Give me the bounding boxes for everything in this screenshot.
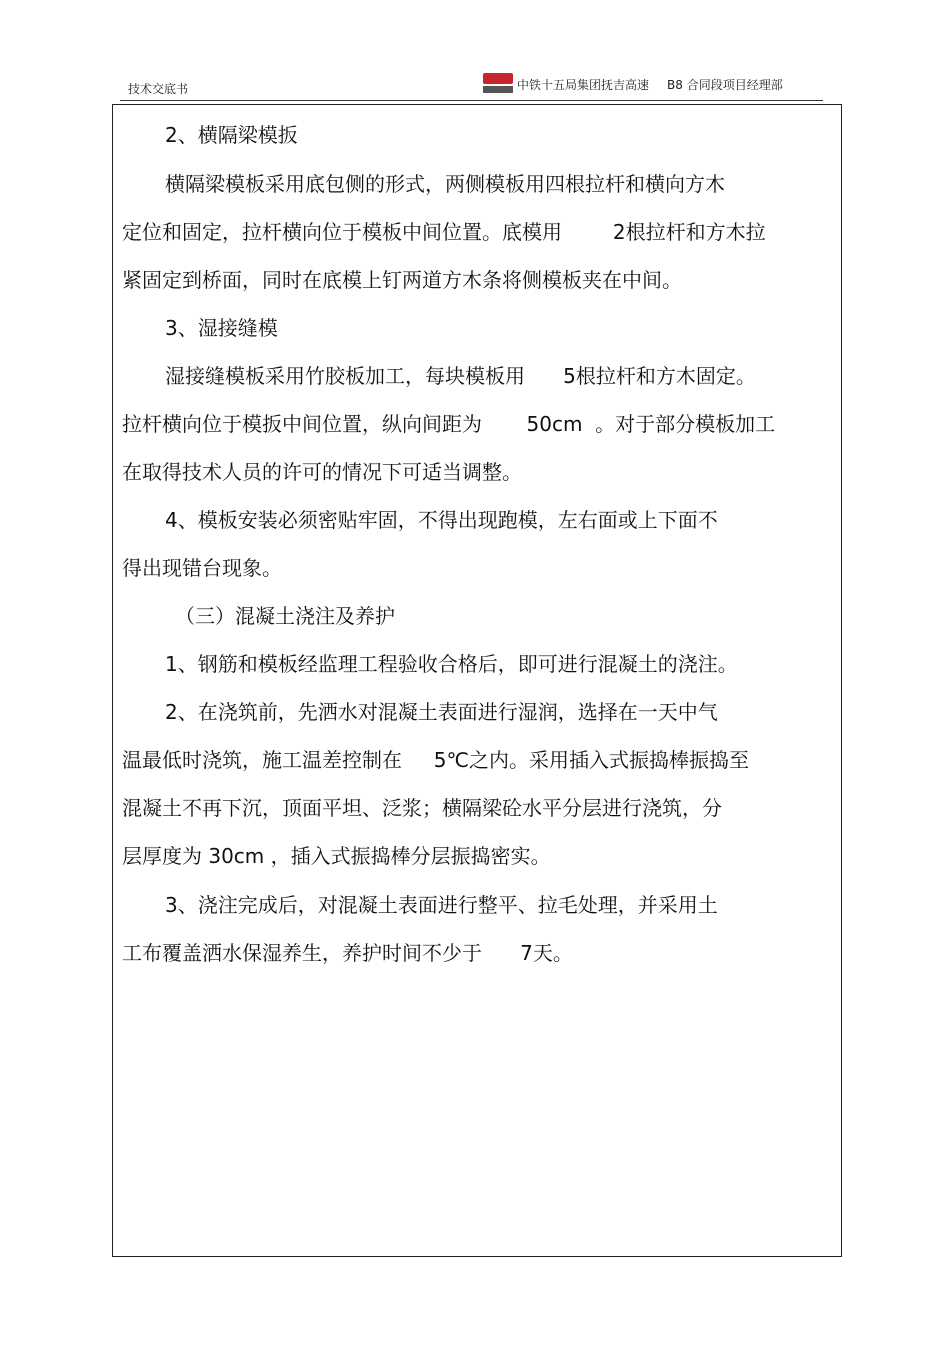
paragraph-line: 3、浇注完成后，对混凝土表面进行整平、拉毛处理，并采用土 [165,893,718,917]
section-heading-concrete: （三）混凝土浇注及养护 [175,604,395,628]
paragraph-line: 得出现错台现象。 [122,556,282,580]
header-section: B8 合同段项目经理部 [667,77,783,92]
paragraph-line: 工布覆盖洒水保湿养生，养护时间不少于 7天。 [122,941,573,965]
paragraph-line: 层厚度为 30cm ，插入式振捣棒分层振捣密实。 [122,844,551,868]
paragraph-line: 横隔梁模板采用底包侧的形式，两侧模板用四根拉杆和横向方木 [165,172,725,196]
paragraph-line: 湿接缝模板采用竹胶板加工，每块模板用 5根拉杆和方木固定。 [165,364,756,388]
company-logo-icon [483,73,513,95]
header-right [483,72,783,96]
header-left-title: 技术交底书 [128,82,189,96]
paragraph-line: 4、模板安装必须密贴牢固，不得出现跑模，左右面或上下面不 [165,508,718,532]
paragraph-line: 混凝土不再下沉，顶面平坦、泛浆；横隔梁砼水平分层进行浇筑，分 [122,796,722,820]
paragraph-line: 2、在浇筑前，先洒水对混凝土表面进行湿润，选择在一天中气 [165,700,718,724]
heading-crossbeam-formwork: 2、横隔梁模扳 [165,123,298,147]
paragraph-line: 在取得技术人员的许可的情况下可适当调整。 [122,460,522,484]
header-divider [120,100,823,101]
paragraph-line: 定位和固定，拉杆横向位于模板中间位置。底模用 2根拉杆和方木拉 [122,220,766,244]
paragraph-line: 1、钢筋和模板经监理工程验收合格后，即可进行混凝土的浇注。 [165,652,738,676]
paragraph-line: 温最低时浇筑，施工温差控制在 5℃之内。采用插入式振捣棒振捣至 [122,748,749,772]
paragraph-line: 紧固定到桥面，同时在底模上钉两道方木条将侧模板夹在中间。 [122,268,682,292]
header-org: 中铁十五局集团抚吉高速 [517,77,650,92]
paragraph-line: 拉杆横向位于模扳中间位置，纵向间距为 50cm 。对于部分模板加工 [122,412,776,436]
heading-wet-joint-formwork: 3、湿接缝模 [165,316,278,340]
